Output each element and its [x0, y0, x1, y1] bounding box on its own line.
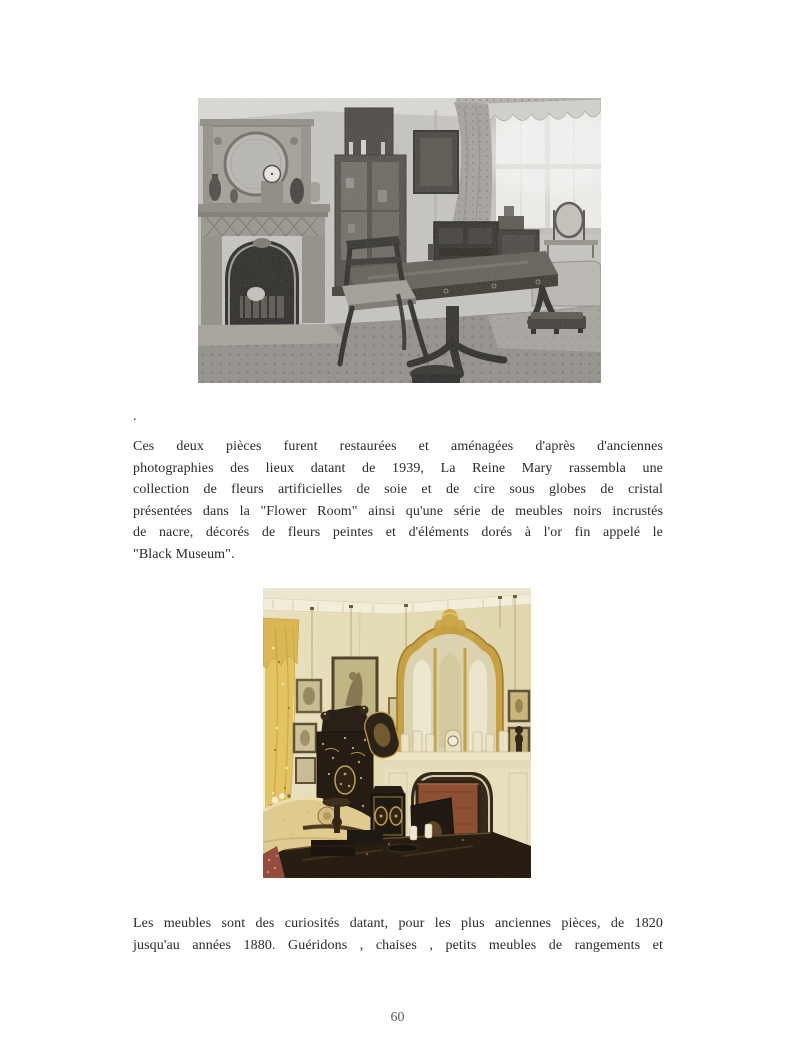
text-line: Les meubles sont des curiosités datant, pour les plus anciennes pièces, de 1820: [133, 916, 663, 931]
paragraph-restoration: [133, 436, 663, 566]
page-number: 60: [390, 1010, 405, 1025]
color-interior-photograph: [263, 588, 531, 878]
paragraph-furniture: [133, 913, 663, 956]
text-line: collection de fleurs artificielles de soie et de cire sous globes de cristal: [133, 482, 663, 498]
text-line: jusqu'au années 1880. Guéridons , chaises , petits meubles de rangements et: [133, 937, 663, 953]
bw-interior-photograph: [198, 98, 601, 383]
color-photo-canvas: [263, 588, 531, 878]
text-line: "Black Museum".: [133, 546, 235, 562]
stray-period: .: [133, 409, 137, 424]
text-line: de nacre, décorés de fleurs peintes et d'éléments dorés à l'or fin appelé le: [133, 525, 663, 541]
bw-photo-canvas: [198, 98, 601, 383]
text-line: photographies des lieux datant de 1939, La Reine Mary rassembla une: [133, 460, 663, 476]
text-line: Ces deux pièces furent restaurées et aménagées d'après d'anciennes: [133, 439, 663, 454]
text-line: présentées dans la "Flower Room" ainsi qu'une série de meubles noirs incrustés: [133, 503, 663, 519]
